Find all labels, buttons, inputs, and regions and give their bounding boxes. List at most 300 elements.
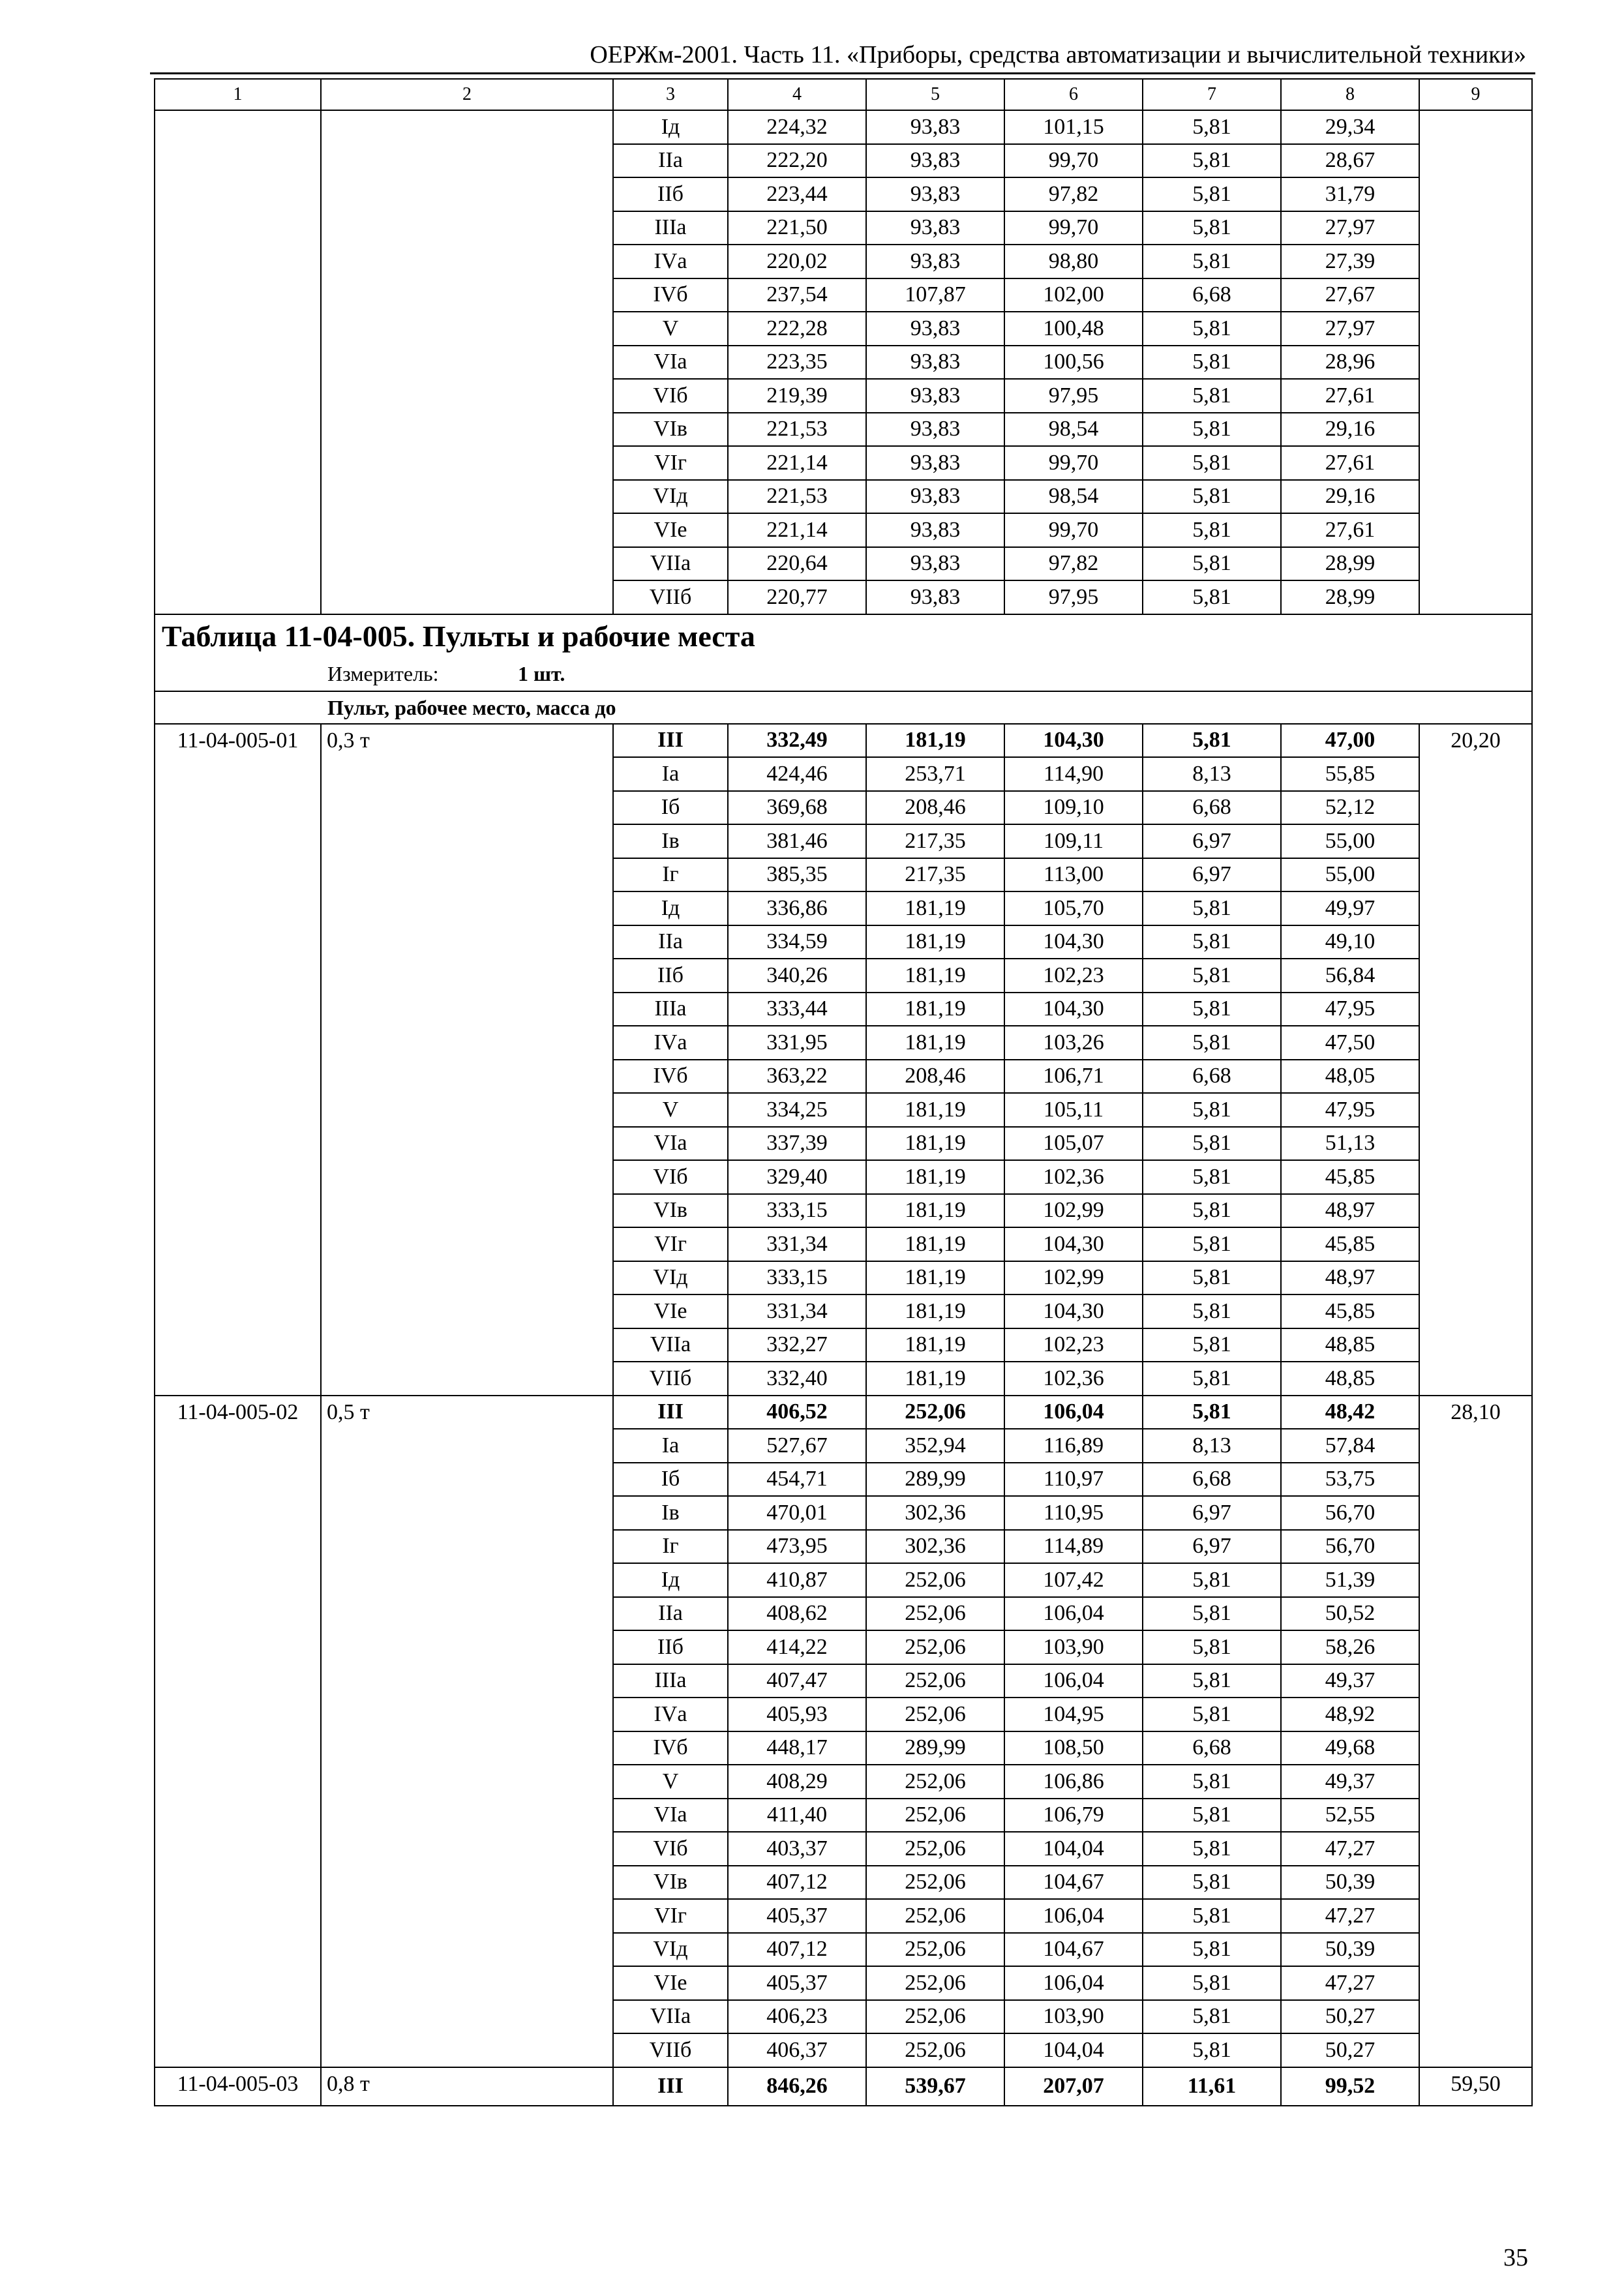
value-cell: 114,90 (1004, 757, 1143, 791)
value-cell: 220,64 (728, 547, 866, 581)
column-number-7: 7 (1143, 79, 1281, 110)
value-cell: 104,30 (1004, 724, 1143, 758)
region-cell: VIIа (613, 1328, 728, 1362)
value-cell: 8,13 (1143, 1429, 1281, 1463)
value-cell: 101,15 (1004, 110, 1143, 144)
value-cell: 5,81 (1143, 1328, 1281, 1362)
value-cell: 253,71 (866, 757, 1004, 791)
code-cell-empty (155, 110, 321, 614)
value-cell: 104,30 (1004, 993, 1143, 1026)
value-cell: 5,81 (1143, 1933, 1281, 1967)
value-cell: 56,70 (1281, 1530, 1419, 1564)
region-cell: VIв (613, 413, 728, 447)
value-cell: 5,81 (1143, 379, 1281, 413)
value-cell: 329,40 (728, 1160, 866, 1194)
value-cell: 93,83 (866, 413, 1004, 447)
column-number-8: 8 (1281, 79, 1419, 110)
value-cell: 424,46 (728, 757, 866, 791)
region-cell: Iа (613, 1429, 728, 1463)
value-cell: 406,23 (728, 2000, 866, 2034)
value-cell: 252,06 (866, 1396, 1004, 1429)
value-cell: 106,71 (1004, 1060, 1143, 1094)
value-cell: 48,97 (1281, 1261, 1419, 1295)
value-cell: 5,81 (1143, 1664, 1281, 1698)
value-cell: 27,61 (1281, 513, 1419, 547)
value-cell: 104,30 (1004, 1294, 1143, 1328)
value-cell: 50,52 (1281, 1597, 1419, 1631)
region-cell: VIв (613, 1194, 728, 1228)
region-cell: IIб (613, 177, 728, 211)
value-cell: 56,70 (1281, 1496, 1419, 1530)
value-cell: 220,77 (728, 580, 866, 614)
value-cell: 29,16 (1281, 413, 1419, 447)
value-cell: 5,81 (1143, 413, 1281, 447)
mass-cell-empty (321, 110, 613, 614)
value-cell: 369,68 (728, 791, 866, 825)
value-cell: 403,37 (728, 1832, 866, 1866)
region-cell: Iб (613, 1463, 728, 1497)
value-cell: 50,27 (1281, 2033, 1419, 2067)
column-number-3: 3 (613, 79, 728, 110)
region-cell: VIб (613, 379, 728, 413)
value-cell: 49,37 (1281, 1664, 1419, 1698)
value-cell: 6,68 (1143, 278, 1281, 312)
value-cell: 237,54 (728, 278, 866, 312)
value-cell: 405,37 (728, 1899, 866, 1933)
value-cell: 49,68 (1281, 1731, 1419, 1765)
value-cell: 252,06 (866, 1698, 1004, 1731)
value-cell: 52,12 (1281, 791, 1419, 825)
value-cell: 98,54 (1004, 413, 1143, 447)
value-cell: 333,15 (728, 1261, 866, 1295)
value-cell: 49,97 (1281, 891, 1419, 925)
value-cell: 5,81 (1143, 1563, 1281, 1597)
value-cell: 473,95 (728, 1530, 866, 1564)
value-cell: 93,83 (866, 245, 1004, 278)
value-cell: 5,81 (1143, 925, 1281, 959)
item-code: 11-04-005-02 (155, 1396, 321, 2067)
column-number-4: 4 (728, 79, 866, 110)
value-cell: 99,70 (1004, 513, 1143, 547)
value-cell: 405,93 (728, 1698, 866, 1731)
value-cell: 55,00 (1281, 858, 1419, 892)
value-cell: 5,81 (1143, 1127, 1281, 1161)
value-cell: 5,81 (1143, 1227, 1281, 1261)
value-cell: 102,99 (1004, 1261, 1143, 1295)
value-cell: 27,97 (1281, 211, 1419, 245)
value-cell: 407,47 (728, 1664, 866, 1698)
value-cell: 93,83 (866, 144, 1004, 178)
table-row (155, 1396, 1532, 1429)
value-cell: 56,84 (1281, 959, 1419, 993)
value-cell: 5,81 (1143, 1799, 1281, 1833)
item-code: 11-04-005-03 (155, 2067, 321, 2106)
item-norm: 59,50 (1419, 2067, 1532, 2106)
value-cell: 27,39 (1281, 245, 1419, 278)
value-cell: 5,81 (1143, 346, 1281, 380)
value-cell: 407,12 (728, 1933, 866, 1967)
region-cell: Iг (613, 858, 728, 892)
value-cell: 223,44 (728, 177, 866, 211)
value-cell: 105,07 (1004, 1127, 1143, 1161)
value-cell: 336,86 (728, 891, 866, 925)
value-cell: 411,40 (728, 1799, 866, 1833)
value-cell: 55,00 (1281, 824, 1419, 858)
value-cell: 6,68 (1143, 791, 1281, 825)
value-cell: 6,97 (1143, 824, 1281, 858)
value-cell: 50,39 (1281, 1866, 1419, 1900)
value-cell: 302,36 (866, 1496, 1004, 1530)
region-cell: III (613, 1396, 728, 1429)
region-cell: Iг (613, 1530, 728, 1564)
meter-label: Измеритель: (327, 661, 439, 685)
value-cell: 106,79 (1004, 1799, 1143, 1833)
value-cell: 48,97 (1281, 1194, 1419, 1228)
value-cell: 410,87 (728, 1563, 866, 1597)
value-cell: 252,06 (866, 1899, 1004, 1933)
region-cell: VIIа (613, 2000, 728, 2034)
region-cell: VIIб (613, 1362, 728, 1396)
value-cell: 103,90 (1004, 1630, 1143, 1664)
value-cell: 106,04 (1004, 1966, 1143, 2000)
value-cell: 27,61 (1281, 446, 1419, 480)
value-cell: 103,26 (1004, 1026, 1143, 1060)
value-cell: 217,35 (866, 824, 1004, 858)
value-cell: 100,48 (1004, 312, 1143, 346)
value-cell: 5,81 (1143, 1966, 1281, 2000)
value-cell: 102,00 (1004, 278, 1143, 312)
value-cell: 47,27 (1281, 1832, 1419, 1866)
value-cell: 539,67 (866, 2067, 1004, 2106)
table-row (155, 724, 1532, 758)
value-cell: 5,81 (1143, 177, 1281, 211)
value-cell: 5,81 (1143, 1160, 1281, 1194)
value-cell: 221,14 (728, 446, 866, 480)
value-cell: 106,04 (1004, 1899, 1143, 1933)
value-cell: 97,82 (1004, 177, 1143, 211)
value-cell: 28,96 (1281, 346, 1419, 380)
value-cell: 104,04 (1004, 2033, 1143, 2067)
value-cell: 252,06 (866, 1866, 1004, 1900)
value-cell: 107,42 (1004, 1563, 1143, 1597)
item-mass: 0,5 т (321, 1396, 613, 2067)
region-cell: IIа (613, 1597, 728, 1631)
value-cell: 104,67 (1004, 1866, 1143, 1900)
value-cell: 5,81 (1143, 1630, 1281, 1664)
value-cell: 28,99 (1281, 547, 1419, 581)
value-cell: 5,81 (1143, 1597, 1281, 1631)
value-cell: 99,70 (1004, 446, 1143, 480)
value-cell: 58,26 (1281, 1630, 1419, 1664)
item-norm: 28,10 (1419, 1396, 1532, 2067)
value-cell: 5,81 (1143, 513, 1281, 547)
region-cell: Iв (613, 1496, 728, 1530)
value-cell: 5,81 (1143, 1093, 1281, 1127)
value-cell: 408,29 (728, 1765, 866, 1799)
region-cell: IVб (613, 1060, 728, 1094)
region-cell: IVа (613, 245, 728, 278)
value-cell: 5,81 (1143, 580, 1281, 614)
value-cell: 5,81 (1143, 1866, 1281, 1900)
column-number-5: 5 (866, 79, 1004, 110)
value-cell: 289,99 (866, 1731, 1004, 1765)
value-cell: 47,50 (1281, 1026, 1419, 1060)
value-cell: 454,71 (728, 1463, 866, 1497)
region-cell: VIа (613, 346, 728, 380)
value-cell: 406,52 (728, 1396, 866, 1429)
item-norm: 20,20 (1419, 724, 1532, 1396)
meter-unit: 1 шт. (518, 661, 565, 685)
header-rule (150, 72, 1535, 74)
value-cell: 5,81 (1143, 1194, 1281, 1228)
value-cell: 27,97 (1281, 312, 1419, 346)
value-cell: 104,95 (1004, 1698, 1143, 1731)
region-cell: VIе (613, 513, 728, 547)
value-cell: 48,85 (1281, 1362, 1419, 1396)
value-cell: 5,81 (1143, 211, 1281, 245)
value-cell: 102,23 (1004, 959, 1143, 993)
value-cell: 98,54 (1004, 480, 1143, 514)
value-cell: 106,86 (1004, 1765, 1143, 1799)
value-cell: 27,61 (1281, 379, 1419, 413)
value-cell: 221,50 (728, 211, 866, 245)
value-cell: 340,26 (728, 959, 866, 993)
value-cell: 48,85 (1281, 1328, 1419, 1362)
region-cell: IIIа (613, 211, 728, 245)
value-cell: 47,95 (1281, 993, 1419, 1026)
value-cell: 181,19 (866, 1294, 1004, 1328)
region-cell: V (613, 312, 728, 346)
value-cell: 5,81 (1143, 959, 1281, 993)
value-cell: 217,35 (866, 858, 1004, 892)
region-cell: Iд (613, 110, 728, 144)
value-cell: 5,81 (1143, 1294, 1281, 1328)
region-cell: VIб (613, 1832, 728, 1866)
value-cell: 93,83 (866, 480, 1004, 514)
value-cell: 27,67 (1281, 278, 1419, 312)
region-cell: VIа (613, 1799, 728, 1833)
value-cell: 105,70 (1004, 891, 1143, 925)
region-cell: Iа (613, 757, 728, 791)
value-cell: 114,89 (1004, 1530, 1143, 1564)
value-cell: 28,67 (1281, 144, 1419, 178)
value-cell: 6,97 (1143, 1530, 1281, 1564)
value-cell: 408,62 (728, 1597, 866, 1631)
item-mass: 0,8 т (321, 2067, 613, 2106)
value-cell: 106,04 (1004, 1597, 1143, 1631)
value-cell: 470,01 (728, 1496, 866, 1530)
value-cell: 252,06 (866, 1832, 1004, 1866)
value-cell: 45,85 (1281, 1294, 1419, 1328)
value-cell: 302,36 (866, 1530, 1004, 1564)
value-cell: 104,30 (1004, 1227, 1143, 1261)
value-cell: 252,06 (866, 1799, 1004, 1833)
table-title-block (155, 614, 1532, 691)
value-cell: 363,22 (728, 1060, 866, 1094)
value-cell: 102,36 (1004, 1362, 1143, 1396)
value-cell: 52,55 (1281, 1799, 1419, 1833)
value-cell: 219,39 (728, 379, 866, 413)
value-cell: 407,12 (728, 1866, 866, 1900)
value-cell: 5,81 (1143, 724, 1281, 758)
value-cell: 55,85 (1281, 757, 1419, 791)
region-cell: VIIб (613, 580, 728, 614)
value-cell: 97,82 (1004, 547, 1143, 581)
region-cell: IIIа (613, 1664, 728, 1698)
region-cell: VIе (613, 1294, 728, 1328)
value-cell: 222,28 (728, 312, 866, 346)
region-cell: VIа (613, 1127, 728, 1161)
value-cell: 352,94 (866, 1429, 1004, 1463)
value-cell: 5,81 (1143, 1026, 1281, 1060)
table-row (155, 110, 1532, 144)
value-cell: 6,97 (1143, 858, 1281, 892)
value-cell: 381,46 (728, 824, 866, 858)
value-cell: 97,95 (1004, 580, 1143, 614)
value-cell: 6,68 (1143, 1463, 1281, 1497)
value-cell: 47,00 (1281, 724, 1419, 758)
value-cell: 99,70 (1004, 144, 1143, 178)
region-cell: V (613, 1093, 728, 1127)
value-cell: 97,95 (1004, 379, 1143, 413)
value-cell: 5,81 (1143, 144, 1281, 178)
region-cell: VIг (613, 1227, 728, 1261)
value-cell: 332,40 (728, 1362, 866, 1396)
value-cell: 5,81 (1143, 2033, 1281, 2067)
value-cell: 252,06 (866, 2033, 1004, 2067)
value-cell: 5,81 (1143, 1362, 1281, 1396)
region-cell: VIг (613, 1899, 728, 1933)
value-cell: 110,97 (1004, 1463, 1143, 1497)
value-cell: 28,99 (1281, 580, 1419, 614)
value-cell: 5,81 (1143, 1698, 1281, 1731)
value-cell: 109,10 (1004, 791, 1143, 825)
value-cell: 181,19 (866, 1261, 1004, 1295)
value-cell: 102,36 (1004, 1160, 1143, 1194)
value-cell: 5,81 (1143, 1261, 1281, 1295)
value-cell: 5,81 (1143, 547, 1281, 581)
value-cell: 5,81 (1143, 1832, 1281, 1866)
region-cell: Iд (613, 891, 728, 925)
value-cell: 51,39 (1281, 1563, 1419, 1597)
region-cell: IVб (613, 278, 728, 312)
norm-cell-empty (1419, 110, 1532, 614)
value-cell: 6,97 (1143, 1496, 1281, 1530)
region-cell: IIб (613, 1630, 728, 1664)
value-cell: 224,32 (728, 110, 866, 144)
value-cell: 5,81 (1143, 2000, 1281, 2034)
value-cell: 45,85 (1281, 1227, 1419, 1261)
value-cell: 47,27 (1281, 1899, 1419, 1933)
value-cell: 31,79 (1281, 177, 1419, 211)
value-cell: 93,83 (866, 580, 1004, 614)
value-cell: 57,84 (1281, 1429, 1419, 1463)
value-cell: 181,19 (866, 1362, 1004, 1396)
value-cell: 102,23 (1004, 1328, 1143, 1362)
value-cell: 103,90 (1004, 2000, 1143, 2034)
value-cell: 332,49 (728, 724, 866, 758)
region-cell: IVа (613, 1026, 728, 1060)
value-cell: 181,19 (866, 959, 1004, 993)
region-cell: IIб (613, 959, 728, 993)
value-cell: 181,19 (866, 1160, 1004, 1194)
value-cell: 208,46 (866, 1060, 1004, 1094)
value-cell: 223,35 (728, 346, 866, 380)
region-cell: VIе (613, 1966, 728, 2000)
value-cell: 104,30 (1004, 925, 1143, 959)
region-cell: III (613, 2067, 728, 2106)
value-cell: 181,19 (866, 1026, 1004, 1060)
value-cell: 846,26 (728, 2067, 866, 2106)
region-cell: IIIа (613, 993, 728, 1026)
value-cell: 252,06 (866, 2000, 1004, 2034)
value-cell: 332,27 (728, 1328, 866, 1362)
page-header: ОЕРЖм-2001. Часть 11. «Приборы, средства автоматизации и вычислительной техники» (590, 41, 1526, 68)
region-cell: VIв (613, 1866, 728, 1900)
region-cell: IIа (613, 144, 728, 178)
region-cell: VIг (613, 446, 728, 480)
value-cell: 109,11 (1004, 824, 1143, 858)
value-cell: 53,75 (1281, 1463, 1419, 1497)
value-cell: 331,34 (728, 1294, 866, 1328)
region-cell: Iд (613, 1563, 728, 1597)
table-subheading: Пульт, рабочее место, масса до (155, 691, 1532, 724)
value-cell: 181,19 (866, 891, 1004, 925)
value-cell: 48,92 (1281, 1698, 1419, 1731)
region-cell: VIд (613, 1933, 728, 1967)
region-cell: VIIа (613, 547, 728, 581)
value-cell: 93,83 (866, 177, 1004, 211)
value-cell: 414,22 (728, 1630, 866, 1664)
value-cell: 252,06 (866, 1765, 1004, 1799)
table-row (155, 2067, 1532, 2106)
value-cell: 51,13 (1281, 1127, 1419, 1161)
value-cell: 108,50 (1004, 1731, 1143, 1765)
value-cell: 49,37 (1281, 1765, 1419, 1799)
value-cell: 48,42 (1281, 1396, 1419, 1429)
value-cell: 334,59 (728, 925, 866, 959)
value-cell: 252,06 (866, 1664, 1004, 1698)
value-cell: 181,19 (866, 925, 1004, 959)
region-cell: IVб (613, 1731, 728, 1765)
value-cell: 5,81 (1143, 446, 1281, 480)
value-cell: 5,81 (1143, 1765, 1281, 1799)
region-cell: VIIб (613, 2033, 728, 2067)
value-cell: 208,46 (866, 791, 1004, 825)
value-cell: 181,19 (866, 1127, 1004, 1161)
page-number: 35 (1503, 2244, 1528, 2271)
value-cell: 50,39 (1281, 1933, 1419, 1967)
value-cell: 252,06 (866, 1630, 1004, 1664)
value-cell: 29,16 (1281, 480, 1419, 514)
value-cell: 11,61 (1143, 2067, 1281, 2106)
value-cell: 93,83 (866, 110, 1004, 144)
value-cell: 5,81 (1143, 891, 1281, 925)
value-cell: 107,87 (866, 278, 1004, 312)
item-mass: 0,3 т (321, 724, 613, 1396)
value-cell: 220,02 (728, 245, 866, 278)
column-number-9: 9 (1419, 79, 1532, 110)
value-cell: 406,37 (728, 2033, 866, 2067)
value-cell: 93,83 (866, 346, 1004, 380)
value-cell: 104,04 (1004, 1832, 1143, 1866)
value-cell: 333,15 (728, 1194, 866, 1228)
value-cell: 221,53 (728, 480, 866, 514)
region-cell: V (613, 1765, 728, 1799)
region-cell: IIа (613, 925, 728, 959)
value-cell: 110,95 (1004, 1496, 1143, 1530)
value-cell: 6,68 (1143, 1060, 1281, 1094)
